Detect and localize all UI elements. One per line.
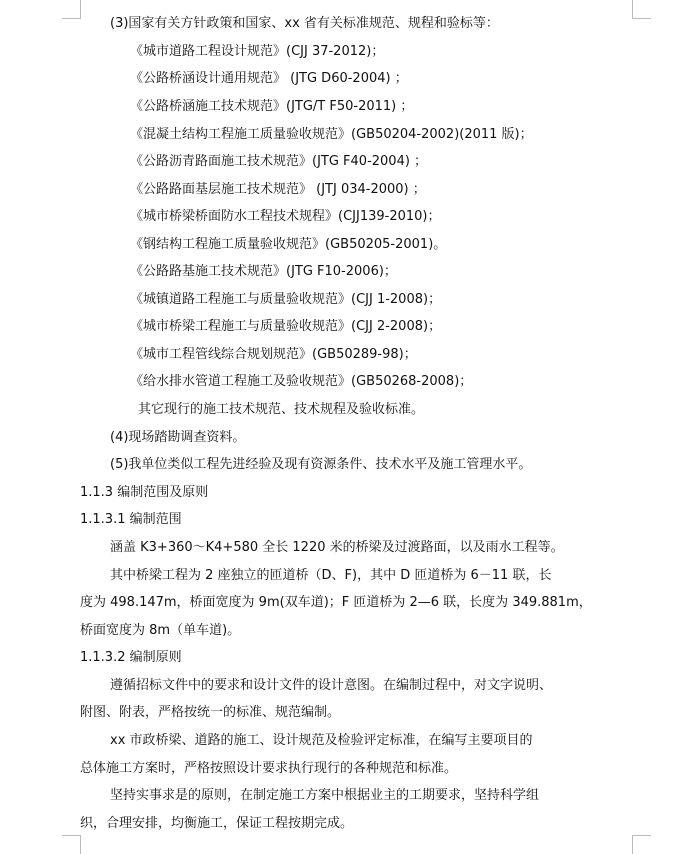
bridge-paragraph-line: 其中桥梁工程为 2 座独立的匝道桥（D、F)，其中 D 匝道桥为 6－11 联，长 (110, 568, 552, 583)
other-standards: 其它现行的施工技术规范、技术规程及验收标准。 (138, 402, 425, 417)
basis-item-5: (5)我单位类似工程先进经验及现有资源条件、技术水平及施工管理水平。 (110, 457, 532, 472)
subsection-heading: 1.1.3.1 编制范围 (80, 512, 182, 527)
standard-item: 《钢结构工程施工质量验收规范》(GB50205-2001)。 (130, 237, 447, 252)
subsection-heading: 1.1.3.2 编制原则 (80, 650, 182, 665)
principle-paragraph-line: 附图、附表，严格按统一的标准、规范编制。 (80, 705, 341, 720)
standard-item: 《公路路基施工技术规范》(JTG F10-2006)； (130, 264, 397, 279)
principle-paragraph-line: 织，合理安排，均衡施工，保证工程按期完成。 (80, 816, 354, 831)
principle-paragraph-line: xx 市政桥梁、道路的施工、设计规范及检验评定标准，在编写主要项目的 (110, 733, 533, 748)
standard-item: 《城市工程管线综合规划规范》(GB50289-98)； (130, 347, 417, 362)
principle-paragraph-line: 坚持实事求是的原则，在制定施工方案中根据业主的工期要求，坚持科学组 (110, 788, 540, 803)
principle-paragraph-line: 总体施工方案时，严格按照设计要求执行现行的各种规范和标准。 (80, 761, 458, 776)
bridge-paragraph-line: 度为 498.147m，桥面宽度为 9m(双车道)；F 匝道桥为 2—6 联，长度为 349.881m， (80, 595, 592, 610)
basis-item-4: (4)现场踏勘调查资料。 (110, 430, 246, 445)
principle-paragraph-line: 遵循招标文件中的要求和设计文件的设计意图。在编制过程中，对文字说明、 (110, 678, 553, 693)
standard-item: 《城镇道路工程施工与质量验收规范》(CJJ 1-2008)； (130, 292, 442, 307)
scope-paragraph: 涵盖 K3+360～K4+580 全长 1220 米的桥梁及过渡路面，以及雨水工程等。 (110, 540, 564, 555)
section-heading: 1.1.3 编制范围及原则 (80, 485, 209, 500)
standard-item: 《公路桥涵施工技术规范》(JTG/T F50-2011) ； (130, 99, 414, 114)
crop-mark-bottom-left (62, 835, 81, 854)
standard-item: 《公路路面基层施工技术规范》 (JTJ 034-2000) ； (130, 182, 426, 197)
crop-mark-bottom-right (632, 835, 651, 854)
bridge-paragraph-line: 桥面宽度为 8m（单车道)。 (80, 623, 241, 638)
crop-mark-top-left (62, 0, 81, 19)
standard-item: 《公路桥涵设计通用规范》 (JTG D60-2004) ； (130, 71, 408, 86)
standard-item: 《城市桥梁工程施工与质量验收规范》(CJJ 2-2008)； (130, 319, 442, 334)
basis-item-3: (3)国家有关方针政策和国家、xx 省有关标准规范、规程和验标等： (110, 16, 499, 31)
standard-item: 《城市桥梁桥面防水工程技术规程》(CJJ139-2010)； (130, 209, 441, 224)
crop-mark-top-right (632, 0, 651, 19)
standard-item: 《混凝土结构工程施工质量验收规范》(GB50204-2002)(2011 版)； (130, 127, 533, 142)
standard-item: 《城市道路工程设计规范》(CJJ 37-2012)； (130, 44, 385, 59)
standard-item: 《给水排水管道工程施工及验收规范》(GB50268-2008)； (130, 374, 473, 389)
standard-item: 《公路沥青路面施工技术规范》(JTG F40-2004) ； (130, 154, 428, 169)
